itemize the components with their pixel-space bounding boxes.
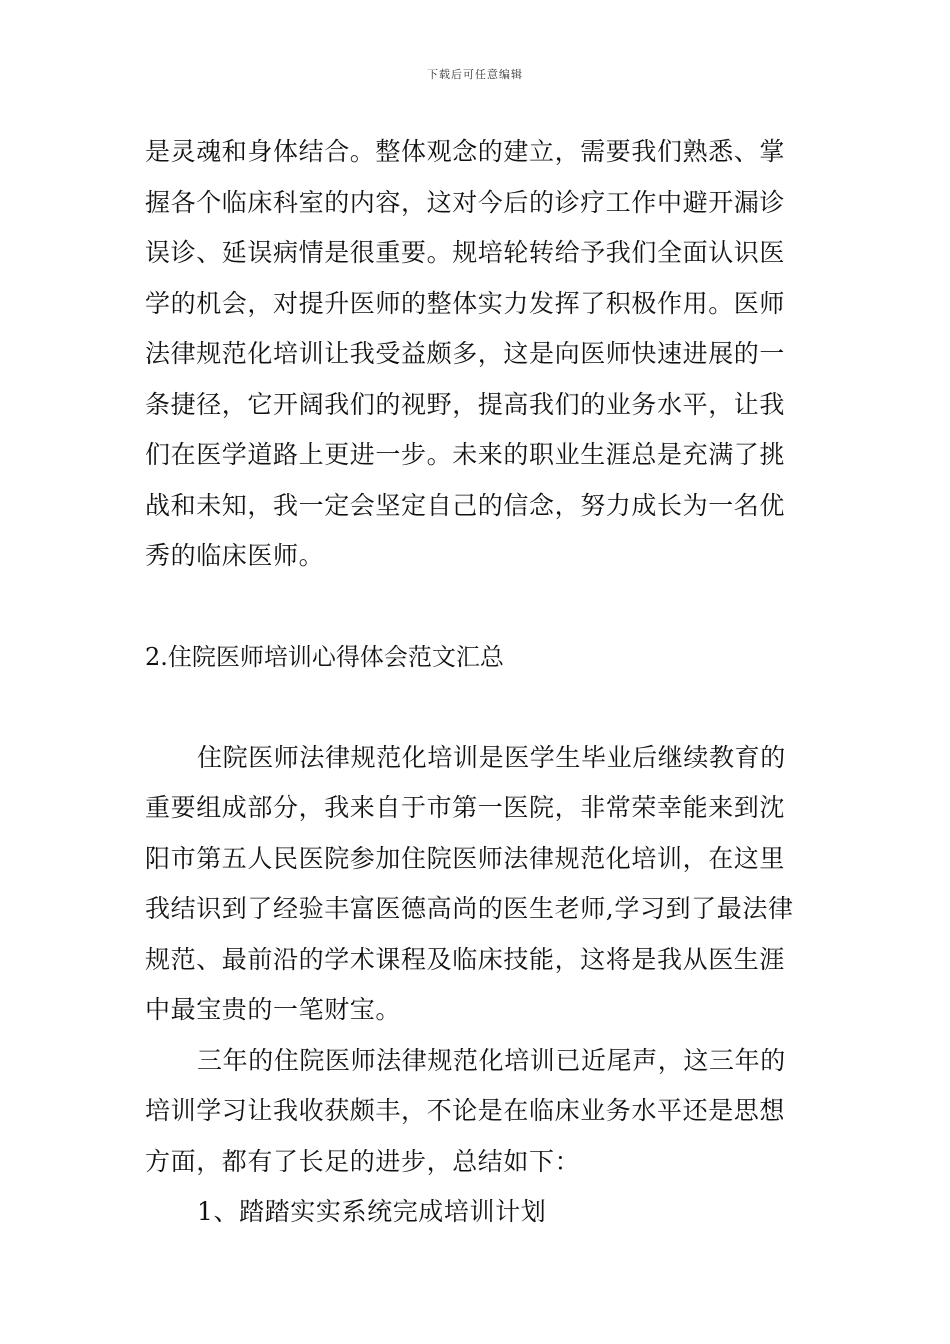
list-item: 1、踏踏实实系统完成培训计划 — [197, 1197, 547, 1226]
paragraph-2-line: 重要组成部分，我来自于市第一医院，非常荣幸能来到沈 — [145, 793, 786, 822]
paragraph-1-line: 秀的临床医师。 — [145, 541, 325, 570]
paragraph-1-line: 误诊、延误病情是很重要。规培轮转给予我们全面认识医 — [145, 238, 786, 267]
paragraph-2-line: 阳市第五人民医院参加住院医师法律规范化培训，在这里 — [145, 843, 786, 873]
paragraph-1-line: 们在医学道路上更进一步。未来的职业生涯总是充满了挑 — [145, 440, 786, 469]
paragraph-1-line: 法律规范化培训让我受益颇多，这是向医师快速进展的一 — [145, 339, 786, 368]
paragraph-2-line: 中最宝贵的一笔财宝。 — [145, 995, 402, 1024]
paragraph-2-line: 规范、最前沿的学术课程及临床技能，这将是我从医生涯 — [145, 944, 786, 974]
paragraph-3-line: 三年的住院医师法律规范化培训已近尾声，这三年的 — [197, 1045, 786, 1075]
paragraph-1-line: 握各个临床科室的内容，这对今后的诊疗工作中避开漏诊 — [145, 187, 786, 217]
section-heading: 2.住院医师培训心得体会范文汇总 — [145, 642, 504, 671]
paragraph-2-line: 我结识到了经验丰富医德高尚的医生老师,学习到了最法律 — [145, 894, 794, 923]
paragraph-1-line: 战和未知，我一定会坚定自己的信念，努力成长为一名优 — [145, 490, 786, 520]
paragraph-1-line: 条捷径，它开阔我们的视野，提高我们的业务水平，让我 — [145, 389, 786, 419]
paragraph-2 — [145, 733, 810, 1036]
page-header-note: 下载后可任意编辑 — [427, 68, 523, 81]
spacer — [145, 682, 810, 733]
paragraph-1-line: 是灵魂和身体结合。整体观念的建立，需要我们熟悉、掌 — [145, 137, 786, 166]
paragraph-3-line: 方面，都有了长足的进步，总结如下： — [145, 1146, 581, 1176]
document-body — [145, 127, 810, 1238]
paragraph-1 — [145, 127, 810, 582]
paragraph-3 — [145, 1036, 810, 1188]
paragraph-1-line: 学的机会，对提升医师的整体实力发挥了积极作用。医师 — [145, 288, 786, 318]
spacer — [145, 582, 810, 632]
paragraph-3-line: 培训学习让我收获颇丰，不论是在临床业务水平还是思想 — [145, 1096, 786, 1125]
paragraph-2-line: 住院医师法律规范化培训是医学生毕业后继续教育的 — [197, 742, 786, 772]
